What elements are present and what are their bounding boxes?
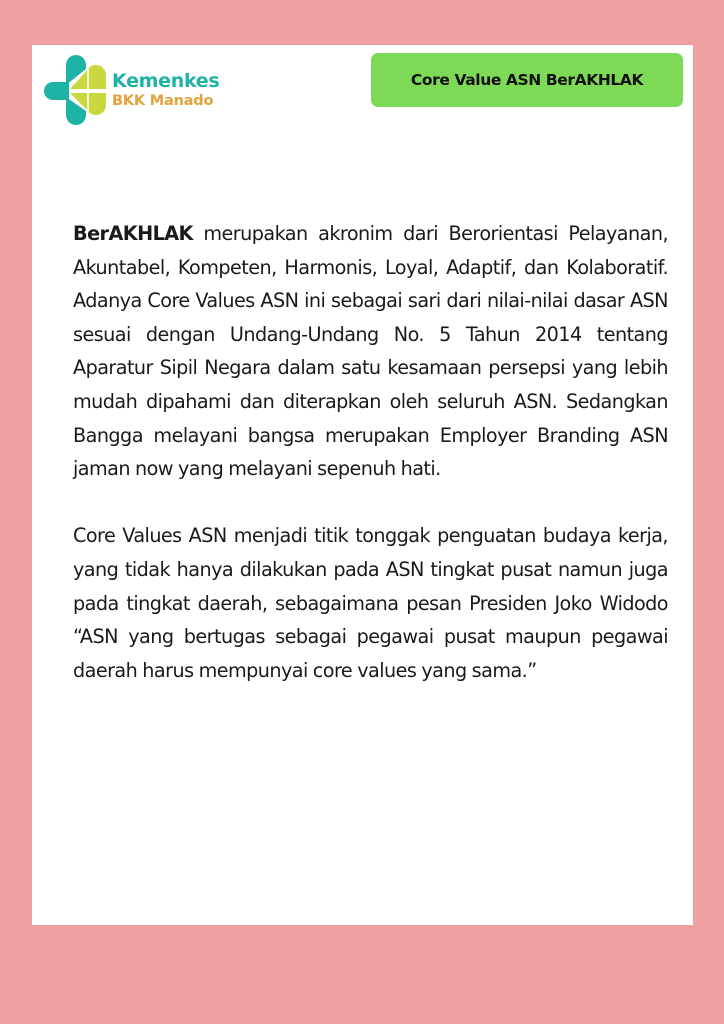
paragraph-1-text: merupakan akronim dari Berorientasi Pelayanan, Akuntabel, Kompeten, Harmonis, Loyal, Adaptif, dan Kolaboratif. Adanya Core Values ASN ini sebagai sari dari nilai-nilai dasar ASN sesuai dengan Undang-Undang No. 5 Tahun 2014 tentang Aparatur Sipil Negara dalam satu kesamaan persepsi yang lebih mudah dipahami dan diterapkan oleh seluruh ASN. Sedangkan Bangga melayani bangsa merupakan Employer Branding ASN jaman now yang melayani sepenuh hati. <box>73 222 668 481</box>
title-badge: Core Value ASN BerAKHLAK <box>371 53 683 107</box>
paragraph-1 <box>73 217 668 486</box>
logo-subtitle: BKK Manado <box>112 92 214 109</box>
logo-title: Kemenkes <box>112 69 220 92</box>
paragraph-2: Core Values ASN menjadi titik tonggak penguatan budaya kerja, yang tidak hanya dilakukan pada ASN tingkat pusat namun juga pada tingkat daerah, sebagaimana pesan Presiden Joko Widodo “ASN yang bertugas sebagai pegawai pusat maupun pegawai daerah harus mempunyai core values yang sama.” <box>73 524 668 682</box>
kemenkes-logo <box>42 55 219 125</box>
document-card <box>32 45 693 925</box>
paragraph-1-lead: BerAKHLAK <box>73 222 193 245</box>
body-text <box>73 217 668 721</box>
kemenkes-logo-icon <box>42 55 108 125</box>
